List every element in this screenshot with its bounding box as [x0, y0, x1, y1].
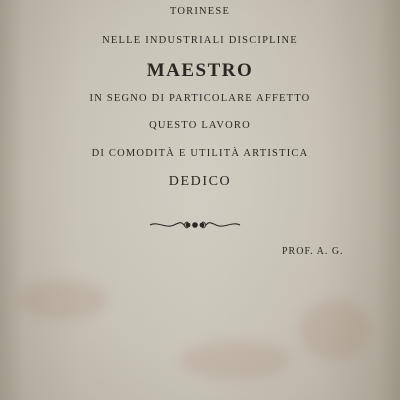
paper-stain [180, 340, 290, 380]
dedication-line-industriali: NELLE INDUSTRIALI DISCIPLINE [102, 35, 298, 46]
dedication-dedico: DEDICO [168, 174, 232, 189]
paper-stain [300, 300, 370, 360]
paper-stain [18, 280, 108, 320]
dedication-line-torinese: TORINESE [169, 6, 231, 17]
dedication-title: MAESTRO [146, 60, 254, 81]
dedication-line-lavoro: QUESTO LAVORO [149, 120, 251, 131]
floral-divider-icon [148, 218, 242, 232]
dedication-line-segno: IN SEGNO DI PARTICOLARE AFFETTO [89, 93, 311, 104]
signature-initials: PROF. A. G. [282, 246, 344, 257]
dedication-line-comodita: DI COMODITÀ E UTILITÀ ARTISTICA [91, 148, 309, 159]
